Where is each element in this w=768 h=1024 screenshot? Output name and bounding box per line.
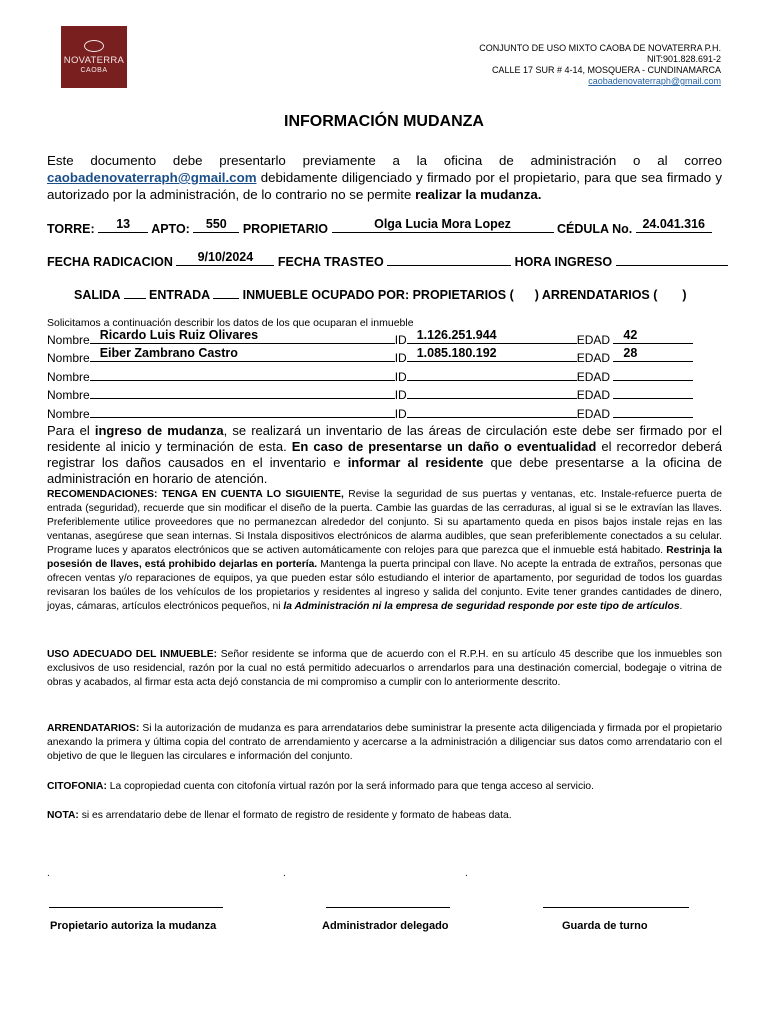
recommendations-bold: Restrinja la posesión de llaves, está prohibido dejarlas en portería. bbox=[47, 545, 722, 570]
salida-field[interactable] bbox=[124, 286, 146, 299]
inventory-paragraph bbox=[47, 423, 722, 487]
inventory-text: Para el bbox=[47, 423, 95, 438]
nombre-field[interactable] bbox=[90, 368, 395, 381]
inventory-text: el recorredor deberá registrar los daños causados en el inventario e bbox=[47, 439, 722, 470]
fecha-trasteo-label: FECHA TRASTEO bbox=[277, 255, 384, 269]
recommendations-text: Revise la seguridad de sus puertas y ventanas, etc. Instale-refuerce puerta de entrada (seguridad), recuerde que sin modificar el diseño de la puerta. Cambie las guardas de las cerraduras, al igual si se le extravían las llaves. Preferiblemente utilice proveedores que no permanezcan alrededor del conjunto. Si su apartamento queda en pisos bajos instale rejas en las ventanas, asegúrese que sean internas. Si Instala dispositivos electrónicos de alarma audibles, que sean preferiblemente conectados a su celular. Programe luces y aparatos electrónicos que se activen automáticamente con relojes para que parezca que el inmueble está habitado. bbox=[47, 489, 722, 556]
nota-heading: NOTA: bbox=[47, 810, 79, 821]
occupant-row bbox=[47, 328, 693, 347]
edad-field[interactable] bbox=[613, 405, 693, 418]
header-address: CALLE 17 SUR # 4-14, MOSQUERA - CUNDINAMARCA bbox=[491, 65, 721, 75]
occupant-row bbox=[47, 386, 693, 402]
edad-label: EDAD bbox=[576, 370, 611, 384]
fecha-trasteo-field[interactable] bbox=[387, 253, 511, 266]
id-field[interactable] bbox=[407, 368, 577, 381]
occupants-intro: Solicitamos a continuación describir los datos de los que ocuparan el inmueble bbox=[47, 317, 414, 329]
citofonia-paragraph bbox=[47, 780, 722, 794]
dot-mark: . bbox=[283, 868, 286, 879]
salida-label: SALIDA bbox=[74, 288, 121, 302]
edad-label: EDAD bbox=[576, 388, 611, 402]
fecha-radicacion-label: FECHA RADICACION bbox=[47, 255, 173, 269]
cedula-field[interactable] bbox=[636, 217, 712, 233]
uso-paragraph bbox=[47, 648, 722, 690]
citofonia-heading: CITOFONIA: bbox=[47, 781, 107, 792]
guard-signature-label: Guarda de turno bbox=[562, 920, 648, 932]
nota-text: si es arrendatario debe de llenar el formato de registro de residente y formato de habeas data. bbox=[78, 810, 512, 821]
owner-signature-line[interactable] bbox=[49, 907, 223, 908]
logo-line1: NOVATERRA bbox=[63, 55, 125, 66]
entrada-label: ENTRADA bbox=[149, 288, 210, 302]
hora-ingreso-field[interactable] bbox=[616, 253, 728, 266]
recommendations-italic: la Administración ni la empresa de seguridad responde por este tipo de artículos bbox=[283, 601, 680, 612]
id-field[interactable] bbox=[407, 405, 577, 418]
id-label: ID bbox=[394, 407, 407, 421]
document-title: INFORMACIÓN MUDANZA bbox=[284, 113, 484, 130]
nombre-field[interactable] bbox=[90, 405, 395, 418]
cedula-value: 24.041.316 bbox=[642, 217, 705, 231]
edad-field[interactable] bbox=[613, 386, 693, 399]
edad-value: 42 bbox=[623, 328, 638, 342]
id-field[interactable] bbox=[407, 386, 577, 399]
propietario-value: Olga Lucia Mora Lopez bbox=[374, 217, 511, 231]
intro-email-link[interactable]: caobadenovaterraph@gmail.com bbox=[47, 170, 257, 185]
apto-field[interactable] bbox=[193, 217, 239, 233]
cedula-label: CÉDULA No. bbox=[557, 222, 633, 236]
inventory-bold: En caso de presentarse un daño o eventualidad bbox=[291, 439, 597, 454]
id-value: 1.085.180.192 bbox=[416, 346, 497, 360]
edad-value: 28 bbox=[623, 346, 638, 360]
form-row-3 bbox=[74, 286, 687, 302]
intro-bold: realizar la mudanza. bbox=[415, 187, 542, 202]
owner-signature-label: Propietario autoriza la mudanza bbox=[50, 920, 217, 932]
id-label: ID bbox=[394, 351, 407, 365]
company-logo bbox=[61, 26, 127, 88]
ocupado-close: ) bbox=[682, 288, 687, 302]
edad-field[interactable] bbox=[613, 328, 693, 344]
propietario-field[interactable] bbox=[332, 217, 554, 233]
ocupado-arrendatarios-label: ) ARRENDATARIOS ( bbox=[534, 288, 658, 302]
guard-signature-line[interactable] bbox=[543, 907, 689, 908]
dot-mark: . bbox=[47, 868, 50, 879]
uso-text: Señor residente se informa que de acuerdo con el R.P.H. en su artículo 45 describe que los inmuebles son exclusivos de uso residencial, razón por la cual no está permitido adecuarlos o arrendarlos para una destinación comercial, bodegaje o vitrina de obras y acabados, al firmar esta acta dejó constancia de mi compromiso a cumplir con lo anteriormente descrito. bbox=[47, 649, 723, 688]
nombre-label: Nombre bbox=[47, 333, 90, 347]
inventory-bold: ingreso de mudanza bbox=[94, 423, 224, 438]
fecha-radicacion-field[interactable] bbox=[176, 250, 274, 266]
fecha-radicacion-value: 9/10/2024 bbox=[197, 250, 254, 264]
header-email-link[interactable]: caobadenovaterraph@gmail.com bbox=[588, 76, 721, 86]
nombre-label: Nombre bbox=[47, 388, 90, 402]
eye-icon bbox=[84, 40, 104, 52]
form-row-1 bbox=[47, 217, 712, 236]
arrendatarios-text: Si la autorización de mudanza es para arrendatarios debe suministrar la presente acta diligenciada y firmada por el propietario anexando la primera y última copia del contrato de arrendamiento y acercarse a la administración a diligenciar sus datos como arrendatario con el objetivo de que le lleguen las circulares e información del conjunto. bbox=[47, 723, 722, 762]
citofonia-text: La copropiedad cuenta con citofonía virtual razón por la será informado para que tenga acceso al servicio. bbox=[106, 781, 594, 792]
nombre-value: Eiber Zambrano Castro bbox=[99, 346, 238, 360]
apto-label: APTO: bbox=[151, 222, 190, 236]
uso-heading: USO ADECUADO DEL INMUEBLE: bbox=[47, 649, 218, 660]
nombre-field[interactable] bbox=[90, 346, 395, 362]
nombre-label: Nombre bbox=[47, 407, 90, 421]
id-label: ID bbox=[394, 370, 407, 384]
inventory-text: , se realizará un inventario de las áreas de circulación este debe ser firmado por el residente al inicio y terminación de esta. bbox=[47, 423, 722, 454]
inventory-bold: informar al residente bbox=[347, 455, 484, 470]
id-field[interactable] bbox=[407, 328, 577, 344]
id-field[interactable] bbox=[407, 346, 577, 362]
torre-value: 13 bbox=[116, 217, 131, 231]
edad-field[interactable] bbox=[613, 368, 693, 381]
header-email-wrap bbox=[588, 76, 721, 87]
edad-label: EDAD bbox=[576, 351, 611, 365]
nota-paragraph bbox=[47, 809, 722, 823]
entrada-field[interactable] bbox=[213, 286, 239, 299]
occupant-row bbox=[47, 346, 693, 365]
ocupado-propietarios-label: INMUEBLE OCUPADO POR: PROPIETARIOS ( bbox=[242, 288, 514, 302]
edad-label: EDAD bbox=[576, 407, 611, 421]
id-label: ID bbox=[394, 388, 407, 402]
occupant-row bbox=[47, 405, 693, 421]
admin-signature-label: Administrador delegado bbox=[322, 920, 449, 932]
nombre-label: Nombre bbox=[47, 370, 90, 384]
id-value: 1.126.251.944 bbox=[416, 328, 497, 342]
recommendations-text: Mantenga la puerta principal con llave. No acepte la entrada de extraños, personas que ofrecen ventas y/o reparaciones de equipos, ya que pueden estar sólo estudiando el interior de apartamento, por seguridad de todos los guardas revisaran los baúles de los vehículos de los propietarios y residentes al ingreso y salida del conjunto. Evite tener grandes cantidades de dinero, joyas, cámaras, artículos electrónicos pequeños, ni bbox=[47, 559, 722, 612]
recommendations-heading: RECOMENDACIONES: TENGA EN CUENTA LO SIGUIENTE, bbox=[47, 489, 344, 500]
torre-field[interactable] bbox=[98, 217, 148, 233]
nombre-value: Ricardo Luis Ruiz Olivares bbox=[99, 328, 259, 342]
edad-field[interactable] bbox=[613, 346, 693, 362]
logo-line2: CAOBA bbox=[80, 67, 108, 74]
edad-label: EDAD bbox=[576, 333, 611, 347]
id-label: ID bbox=[394, 333, 407, 347]
recommendations-end: . bbox=[679, 601, 683, 612]
dot-mark: . bbox=[465, 868, 468, 879]
occupant-row bbox=[47, 368, 693, 384]
nombre-label: Nombre bbox=[47, 351, 90, 365]
hora-ingreso-label: HORA INGRESO bbox=[514, 255, 613, 269]
recommendations-paragraph bbox=[47, 488, 722, 614]
intro-p1: Este documento debe presentarlo previamente a la oficina de administración o al correo bbox=[47, 153, 722, 168]
nombre-field[interactable] bbox=[90, 386, 395, 399]
arrendatarios-paragraph bbox=[47, 722, 722, 764]
admin-signature-line[interactable] bbox=[326, 907, 450, 908]
torre-label: TORRE: bbox=[47, 222, 95, 236]
nombre-field[interactable] bbox=[90, 328, 395, 344]
propietario-label: PROPIETARIO bbox=[242, 222, 329, 236]
form-row-2 bbox=[47, 250, 728, 269]
apto-value: 550 bbox=[205, 217, 227, 231]
intro-paragraph bbox=[47, 152, 722, 203]
inventory-text: que debe presentarse a la oficina de administración en horario de atención. bbox=[47, 455, 723, 486]
header-nit: NIT:901.828.691-2 bbox=[646, 54, 721, 64]
arrendatarios-heading: ARRENDATARIOS: bbox=[47, 723, 140, 734]
intro-p2: debidamente diligenciado y firmado por el propietario, para que sea firmado y autorizado por la administración, de lo contrario no se permite bbox=[47, 170, 722, 202]
header-org: CONJUNTO DE USO MIXTO CAOBA DE NOVATERRA P.H. bbox=[479, 43, 721, 53]
